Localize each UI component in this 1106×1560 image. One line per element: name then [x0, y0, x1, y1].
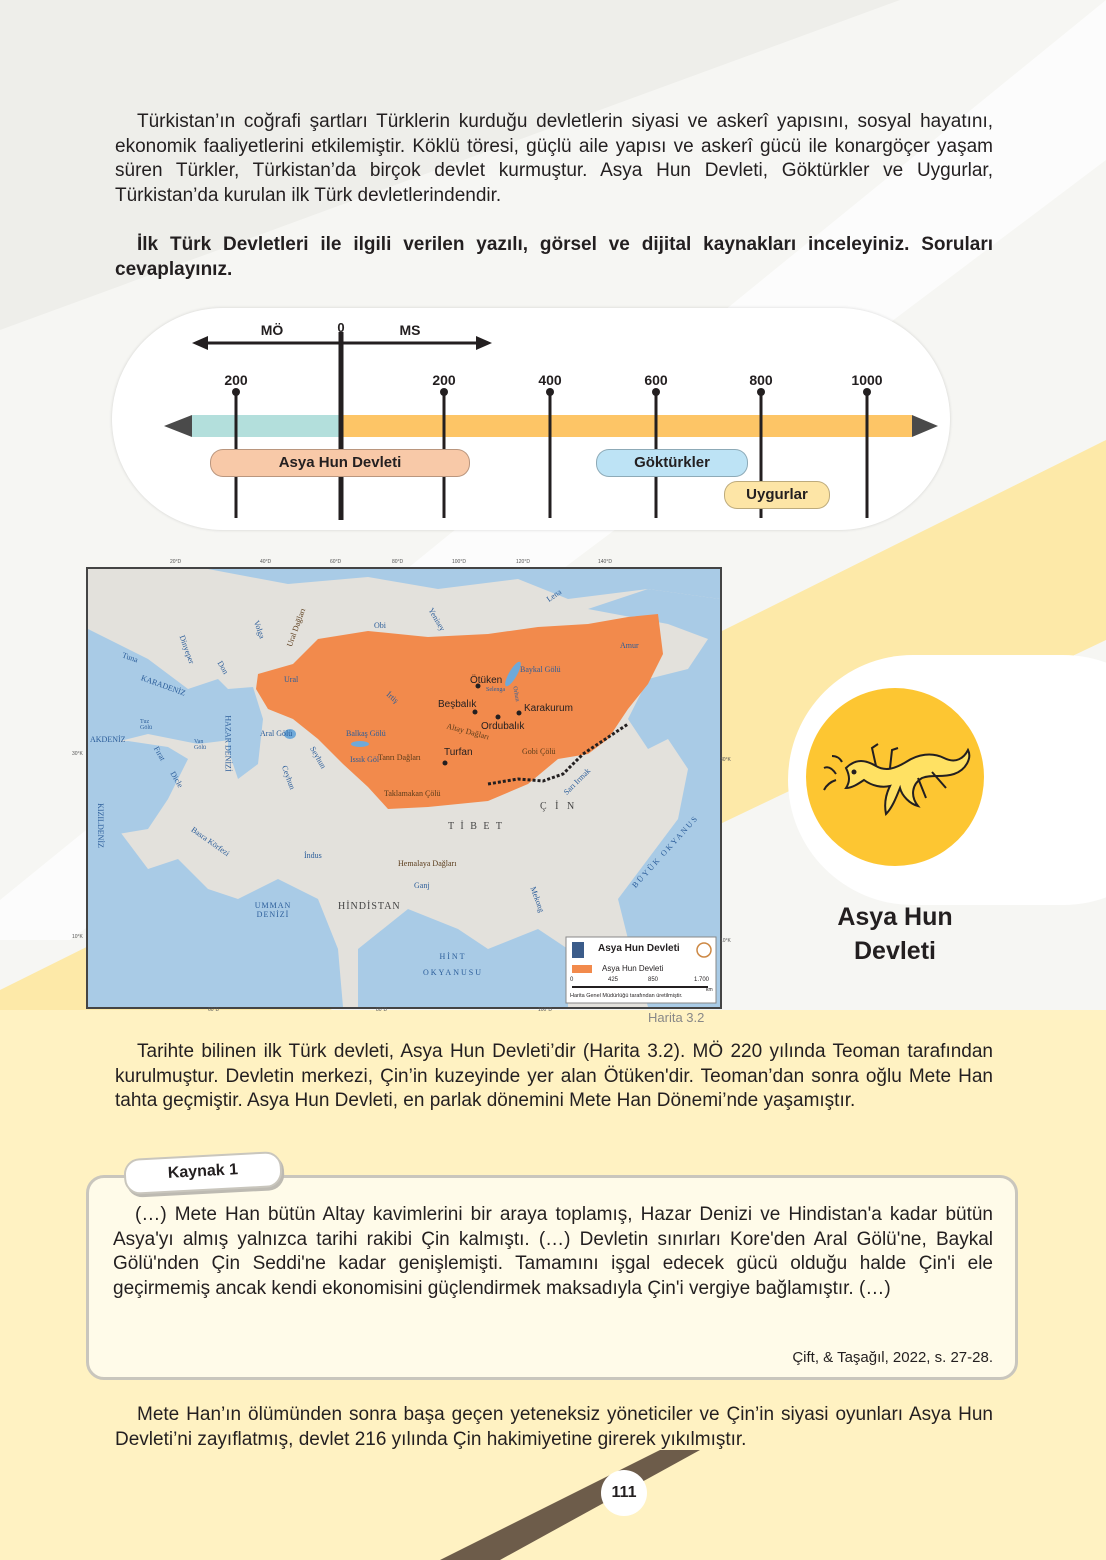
river-orhun: Orhun [511, 685, 520, 703]
scale-425: 425 [608, 977, 619, 983]
emblem-circle [806, 688, 984, 866]
lat-label: 10°K [72, 934, 83, 940]
ad-bar [340, 415, 912, 437]
emblem-title-line1: Asya Hun [837, 903, 953, 931]
lon-label: 40°D [260, 559, 272, 565]
place-aral: Aral Gölü [260, 729, 293, 738]
lat-label: 30°K [720, 757, 731, 763]
state-pill-uygurlar: Uygurlar [724, 481, 830, 509]
tick-label: 800 [749, 372, 773, 388]
lake-tuz: Tuz Gölü [140, 719, 152, 731]
lon-label-bottom: 60°D [208, 1007, 220, 1013]
place-issik: Issık Göl [350, 755, 380, 764]
source-tab: Kaynak 1 [123, 1151, 283, 1195]
state-pill-asya-hun: Asya Hun Devleti [210, 449, 470, 477]
place-hindistan: HİNDİSTAN [338, 901, 401, 912]
river-ganj: Ganj [414, 881, 430, 890]
place-gobi: Gobi Çölü [522, 747, 556, 756]
place-turfan: Turfan [444, 747, 473, 758]
scale-0: 0 [570, 977, 574, 983]
era-zero-label: 0 [337, 320, 345, 335]
scale-1700: 1.700 [694, 977, 710, 983]
place-cin: Ç İ N [540, 801, 578, 812]
tick-label: 600 [644, 372, 668, 388]
place-baykal: Baykal Gölü [520, 665, 561, 674]
place-balkas: Balkaş Gölü [346, 729, 386, 738]
era-arrow-right [476, 336, 492, 350]
place-karadeniz: KARADENİZ [139, 673, 187, 698]
lon-label: 100°D [452, 559, 466, 565]
river-dicle: Dicle [168, 769, 185, 790]
tick-dot [757, 388, 765, 396]
era-after-label: MS [399, 322, 421, 338]
lon-label-bottom: 100°D [538, 1007, 552, 1013]
river-seyhun: Seyhun [308, 744, 328, 771]
dragon-emblem-icon [806, 688, 984, 866]
river-firat: Fırat [151, 744, 168, 763]
place-himalaya: Hemalaya Dağları [398, 859, 457, 868]
timeline-arrow-right [912, 415, 938, 437]
tick-label: 1000 [851, 372, 883, 388]
lon-label: 120°D [516, 559, 530, 565]
river-irtis: İrtiş [384, 689, 401, 706]
place-altay: Altay Dağları [445, 721, 491, 742]
lon-label: 60°D [330, 559, 342, 565]
state-pill-gokturkler: Göktürkler [596, 449, 748, 477]
intro-paragraph: Türkistan’ın coğrafi şartları Türklerin kurduğu devletlerin siyasi ve askerî yapısını, sosyal hayatını, ekonomik faaliyetlerini etkilemiştir. Köklü töresi, güçlü aile yapısı ve askerî gücü ile konargöçer yaşam süren Türkler, Türkistan’da birçok devlet kurmuştur. Asya Hun Devleti, Göktürkler ve Uygurlar, Türkistan’da kurulan ilk Türk devletlerindendir. [115, 111, 993, 206]
river-yenisey: Yenisey [426, 606, 447, 633]
river-don: Don [215, 659, 231, 676]
tick-dot [652, 388, 660, 396]
river-ural: Ural [284, 675, 299, 684]
tick-dot [232, 388, 240, 396]
emblem-title [800, 900, 990, 968]
place-akdeniz: AKDENİZ [90, 735, 126, 744]
tick-dot [440, 388, 448, 396]
river-indus: İndus [304, 851, 322, 860]
closing-paragraph: Mete Han’ın ölümünden sonra başa geçen yeteneksiz yöneticiler ve Çin’in siyasi oyunları Asya Hun Devleti’ni zayıflatmış, devlet 216 yılında Çin hakimiyetine girerek yıkılmıştır. [115, 1404, 993, 1450]
source-citation: Çift, & Taşağıl, 2022, s. 27-28. [792, 1349, 993, 1366]
place-karakurum: Karakurum [524, 703, 573, 714]
scale-850: 850 [648, 977, 659, 983]
river-dinyeper: Dinyeper [177, 633, 197, 666]
bc-bar [192, 415, 340, 437]
source-text: (…) Mete Han bütün Altay kavimlerini bir araya toplamış, Hazar Denizi ve Hindistan'a kadar bütün Asya'yı almış yalnızca tarihi rakibi Çin kalmıştı. (…) Devletin sınırları Kore'den Aral Gölü'ne, Baykal Gölü'nden Çin Seddi'ne kadar genişlemişti. Tamamını işgal edecek gücü olduğu halde Çin'i ele geçirmemiş ancak kendi ekonomisini güçlendirmek maksadıyla Çin'i vergiye bağlamıştır. (…) [113, 1204, 993, 1299]
era-before-label: MÖ [260, 322, 284, 338]
asya-hun-map [86, 567, 722, 1009]
legend-item: Asya Hun Devleti [602, 964, 664, 973]
tick-label: 200 [224, 372, 248, 388]
page-number: 111 [601, 1470, 647, 1516]
place-kizildeniz: KIZILDENİZ [95, 803, 105, 848]
river-obi: Obi [374, 621, 386, 630]
place-ordubalik: Ordubalık [481, 721, 525, 732]
legend-title: Asya Hun Devleti [598, 943, 680, 954]
timeline-arrow-left [164, 415, 192, 437]
place-taklamakan: Taklamakan Çölü [384, 789, 441, 798]
place-tanri: Tanrı Dağları [378, 753, 421, 762]
river-tuna: Tuna [120, 650, 140, 665]
tick-dot [863, 388, 871, 396]
place-buyuk: BÜYÜK OKYANUS [630, 813, 701, 890]
river-sari: Sarı Irmak [561, 766, 593, 797]
tick-dot [546, 388, 554, 396]
scale-unit: km [706, 987, 713, 993]
tick-label: 400 [538, 372, 562, 388]
lat-label: 30°K [72, 751, 83, 757]
body-paragraph: Tarihte bilinen ilk Türk devleti, Asya Hun Devleti’dir (Harita 3.2). MÖ 220 yılında Teoman tarafından kurulmuştur. Devletin merkezi, Çin’in kuzeyinde yer alan Ötüken'dir. Teoman’dan sonra oğlu Mete Han tahta geçmiştir. Asya Hun Devleti, en parlak dönemini Mete Han Dönemi’nde yaşamıştır. [115, 1041, 993, 1111]
river-volga: Volga [251, 619, 267, 640]
map-credit: Harita Genel Müdürlüğü tarafından üretilmiştir. [570, 993, 683, 999]
river-selenga: Selenga [486, 687, 505, 693]
river-mekong: Mekong [528, 885, 547, 914]
place-ural: Ural Dağları [284, 607, 308, 648]
emblem-title-line2: Devleti [854, 937, 936, 965]
place-besbalik: Beşbalık [438, 699, 477, 710]
river-amur: Amur [620, 641, 639, 650]
lon-label-bottom: 80°D [376, 1007, 388, 1013]
place-hazar: HAZAR DENİZİ [223, 715, 233, 772]
timeline [112, 308, 950, 530]
lon-label: 140°D [598, 559, 612, 565]
era-arrow-left [192, 336, 208, 350]
tick-label: 200 [432, 372, 456, 388]
place-basra: Basra Körfezi [189, 825, 232, 858]
lon-label: 80°D [392, 559, 404, 565]
river-lena: Lena [544, 587, 564, 604]
place-otuken: Ötüken [470, 675, 503, 686]
lon-label: 20°D [170, 559, 182, 565]
place-tibet: T İ B E T [448, 821, 504, 832]
instruction-paragraph: İlk Türk Devletleri ile ilgili verilen yazılı, görsel ve dijital kaynakları inceleyiniz. Soruları cevaplayınız. [115, 234, 993, 280]
place-umman: UMMAN DENİZİ [254, 901, 292, 919]
lake-van: Van Gölü [194, 739, 206, 751]
map-caption: Harita 3.2 [648, 1010, 705, 1025]
lat-label: 10°K [720, 938, 731, 944]
place-hint: HİNT OKYANUSU [422, 952, 483, 977]
river-ceyhun: Ceyhun [279, 764, 297, 791]
